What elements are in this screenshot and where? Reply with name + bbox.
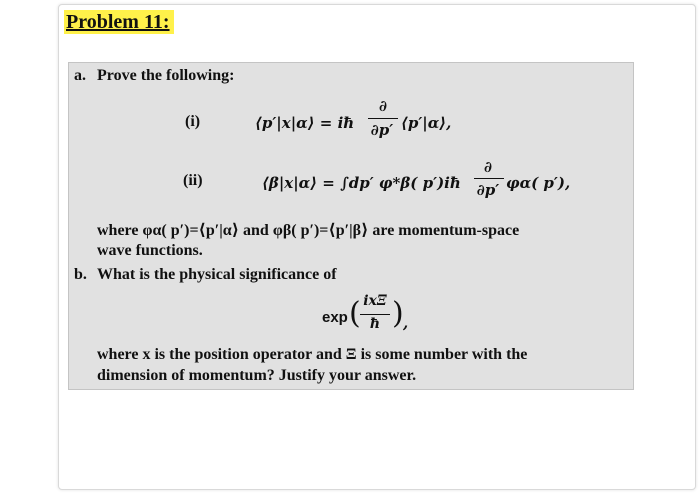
item-ii-frac-bar (474, 178, 504, 179)
part-a-label: a. (74, 67, 86, 84)
item-i-lhs: ⟨p′|x|α⟩ = iħ (255, 114, 355, 132)
part-b-where-line1: where x is the position operator and Ξ is some number with the (97, 346, 528, 363)
exp-close-paren: ) (392, 296, 404, 331)
item-i-frac-denominator: ∂p′ (370, 121, 394, 139)
item-ii-frac-numerator: ∂ (483, 158, 492, 176)
exp-denominator: ħ (369, 316, 381, 332)
item-ii-label: (ii) (183, 172, 203, 189)
item-i-label: (i) (185, 113, 201, 130)
problem-title: Problem 11: (64, 10, 174, 34)
item-ii-rhs: φα( p′), (506, 174, 571, 192)
part-a-where-line2: wave functions. (97, 242, 203, 259)
exp-tail: , (403, 314, 409, 332)
part-a-where-line1: where φα( p′)=⟨p′|α⟩ and φβ( p′)=⟨p′|β⟩ are momentum-space (97, 222, 520, 239)
exp-numerator: ixΞ (363, 293, 387, 309)
exp-frac-bar (360, 314, 390, 315)
exp-open-paren: ( (349, 296, 361, 331)
item-i-frac-bar (368, 118, 398, 119)
item-i-rhs: ⟨p′|α⟩, (401, 114, 452, 132)
item-ii-lhs: ⟨β|x|α⟩ = ∫dp′ φ*β( p′)iħ (262, 174, 461, 192)
part-b-label: b. (74, 266, 87, 283)
part-b-prompt: What is the physical significance of (97, 266, 337, 283)
item-i-frac-numerator: ∂ (378, 97, 387, 115)
part-a-prompt: Prove the following: (97, 67, 235, 84)
exp-function: exp (322, 309, 348, 326)
item-ii-frac-denominator: ∂p′ (476, 181, 500, 199)
part-b-where-line2: dimension of momentum? Justify your answer. (97, 367, 417, 384)
